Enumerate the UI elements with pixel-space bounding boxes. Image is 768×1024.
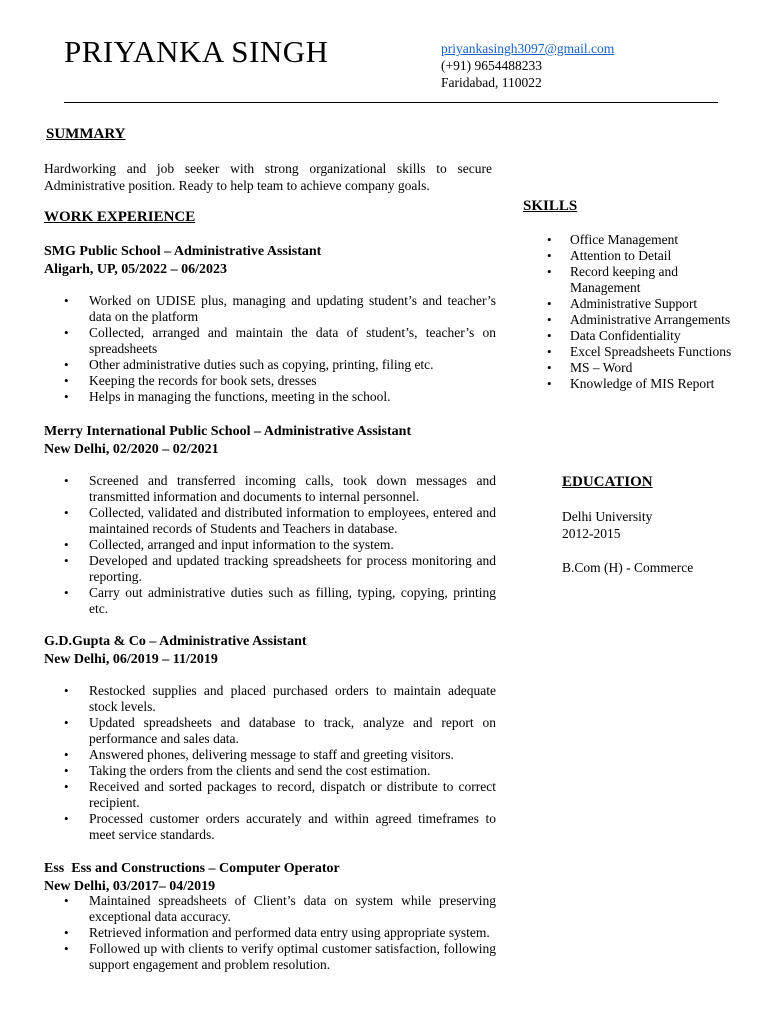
list-item: • Helps in managing the functions, meeting in the school.: [44, 389, 496, 405]
job-bullets: [44, 683, 496, 843]
job-bullets: [44, 893, 496, 973]
address-text: Faridabad, 110022: [441, 75, 542, 90]
skills-heading: SKILLS: [523, 198, 578, 214]
job-title: Ess Ess and Constructions – Computer Operator: [44, 861, 340, 876]
list-item: • Collected, arranged and maintain the data of student’s, teacher’s on spreadsheets: [44, 325, 496, 357]
list-item: • Office Management: [523, 232, 733, 248]
skills-list: [523, 232, 733, 392]
job-entry: [44, 423, 496, 459]
education-heading: EDUCATION: [562, 474, 653, 490]
education-degree: B.Com (H) - Commerce: [562, 560, 694, 575]
list-item: • Carry out administrative duties such as filling, typing, copying, printing etc.: [44, 585, 496, 617]
list-item: • Restocked supplies and placed purchased orders to maintain adequate stock levels.: [44, 683, 496, 715]
list-item: • Worked on UDISE plus, managing and updating student’s and teacher’s data on the platform: [44, 293, 496, 325]
header-divider: [64, 102, 718, 103]
list-item: • Screened and transferred incoming calls, took down messages and transmitted information and documents to internal personnel.: [44, 473, 496, 505]
summary-text: Hardworking and job seeker with strong organizational skills to secure Administrative position. Ready to help team to achieve company goals.: [44, 161, 492, 193]
job-meta: Aligarh, UP, 05/2022 – 06/2023: [44, 262, 228, 277]
job-bullets: [44, 293, 496, 405]
job-title: SMG Public School – Administrative Assistant: [44, 244, 322, 259]
list-item: • Followed up with clients to verify optimal customer satisfaction, following support engagement and problem resolution.: [44, 941, 496, 973]
list-item: • Collected, arranged and input information to the system.: [44, 537, 496, 553]
education-school: Delhi University: [562, 509, 653, 524]
list-item: • Record keeping and Management: [523, 264, 733, 296]
list-item: • Answered phones, delivering message to staff and greeting visitors.: [44, 747, 496, 763]
list-item: • Updated spreadsheets and database to track, analyze and report on performance and sales data.: [44, 715, 496, 747]
summary-heading: SUMMARY: [46, 126, 126, 142]
list-item: • Administrative Support: [523, 296, 733, 312]
job-entry: [44, 633, 496, 669]
list-item: • Excel Spreadsheets Functions: [523, 344, 733, 360]
education-block: [562, 508, 693, 576]
education-years: 2012-2015: [562, 526, 621, 541]
job-title: Merry International Public School – Administrative Assistant: [44, 424, 412, 439]
list-item: • Data Confidentiality: [523, 328, 733, 344]
list-item: • Received and sorted packages to record, dispatch or distribute to correct recipient.: [44, 779, 496, 811]
job-bullets: [44, 473, 496, 617]
list-item: • Collected, validated and distributed information to employees, entered and maintained records of Students and Teachers in database.: [44, 505, 496, 537]
job-entry: [44, 243, 496, 279]
job-meta: New Delhi, 02/2020 – 02/2021: [44, 442, 219, 457]
list-item: • Knowledge of MIS Report: [523, 376, 733, 392]
list-item: • Keeping the records for book sets, dresses: [44, 373, 496, 389]
list-item: • Developed and updated tracking spreadsheets for process monitoring and reporting.: [44, 553, 496, 585]
job-meta: New Delhi, 03/2017– 04/2019: [44, 879, 216, 894]
job-meta: New Delhi, 06/2019 – 11/2019: [44, 652, 218, 667]
candidate-name: PRIYANKA SINGH: [64, 34, 329, 69]
list-item: • Attention to Detail: [523, 248, 733, 264]
contact-block: [441, 40, 614, 91]
list-item: • Processed customer orders accurately and within agreed timeframes to meet service standards.: [44, 811, 496, 843]
list-item: • Taking the orders from the clients and send the cost estimation.: [44, 763, 496, 779]
list-item: • Retrieved information and performed data entry using appropriate system.: [44, 925, 496, 941]
list-item: • MS – Word: [523, 360, 733, 376]
phone-text: (+91) 9654488233: [441, 58, 542, 73]
list-item: • Maintained spreadsheets of Client’s data on system while preserving exceptional data accuracy.: [44, 893, 496, 925]
job-entry: [44, 860, 496, 896]
email-link[interactable]: priyankasingh3097@gmail.com: [441, 41, 615, 56]
work-experience-heading: WORK EXPERIENCE: [44, 209, 196, 225]
job-title: G.D.Gupta & Co – Administrative Assistant: [44, 634, 307, 649]
list-item: • Other administrative duties such as copying, printing, filing etc.: [44, 357, 496, 373]
list-item: • Administrative Arrangements: [523, 312, 733, 328]
